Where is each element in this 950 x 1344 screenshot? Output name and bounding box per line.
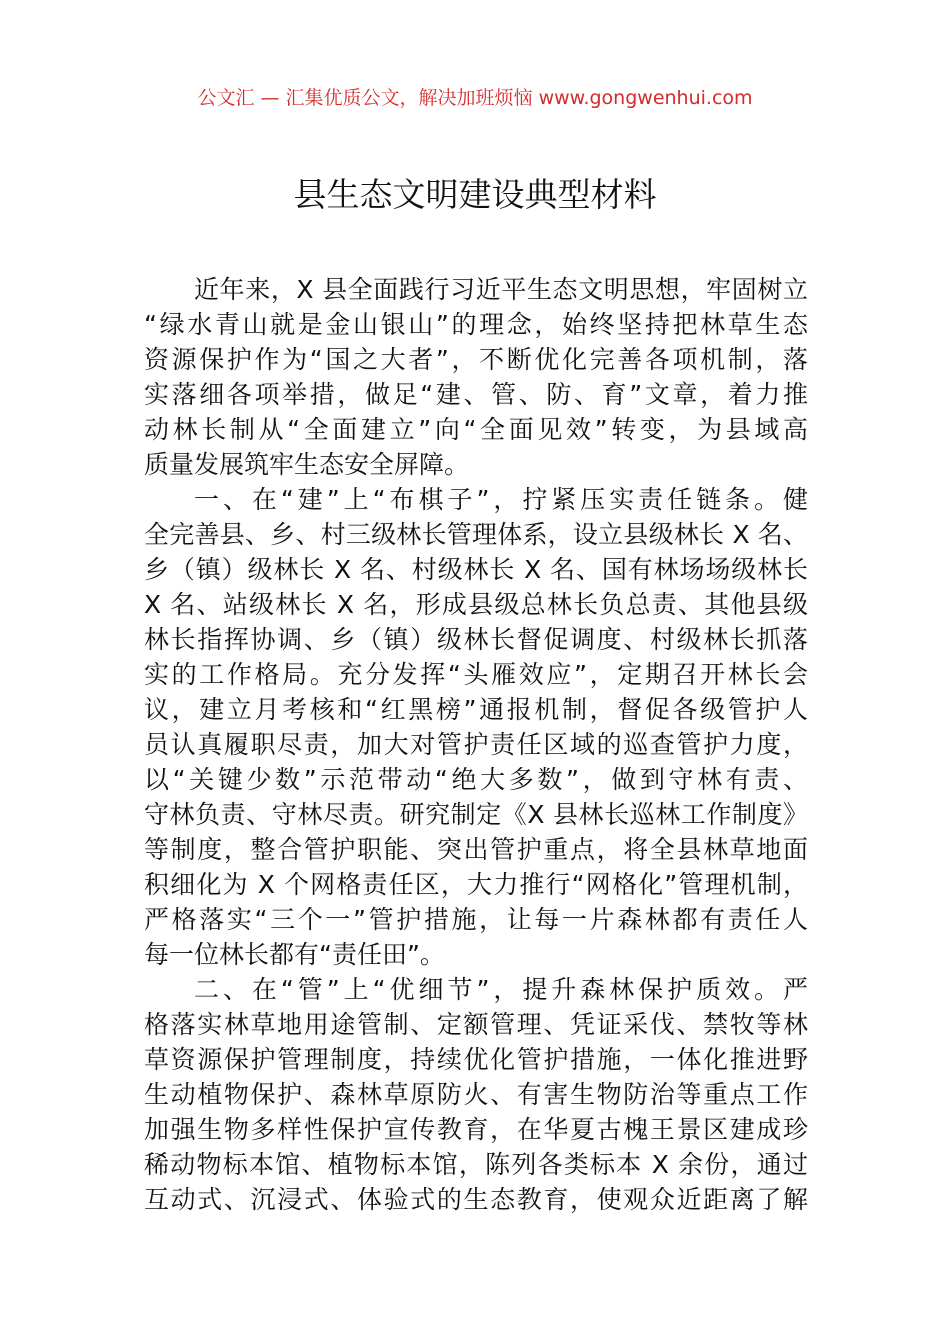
body-line: 等制度，整合管护职能、突出管护重点，将全县林草地面 (144, 835, 808, 864)
body-line: 以“关键少数”示范带动“绝大多数”，做到守林有责、 (144, 765, 808, 794)
body-line: 生动植物保护、森林草原防火、有害生物防治等重点工作 (144, 1080, 808, 1109)
body-line: 全完善县、乡、村三级林长管理体系，设立县级林长 X 名、 (144, 520, 808, 549)
body-line: 实的工作格局。充分发挥“头雁效应”，定期召开林长会 (144, 660, 808, 689)
header-watermark-text: 公文汇 — 汇集优质公文，解决加班烦恼 www.gongwenhui.com (197, 87, 753, 109)
body-line: X 名、站级林长 X 名，形成县级总林长负总责、其他县级 (144, 590, 808, 619)
body-line: 动林长制从“全面建立”向“全面见效”转变，为县域高 (144, 415, 808, 444)
body-line: 草资源保护管理制度，持续优化管护措施，一体化推进野 (144, 1045, 808, 1074)
document-title: 县生态文明建设典型材料 (293, 175, 657, 214)
body-line: 议，建立月考核和“红黑榜”通报机制，督促各级管护人 (144, 695, 808, 724)
body-line: 加强生物多样性保护宣传教育，在华夏古槐王景区建成珍 (144, 1115, 808, 1144)
body-line: 守林负责、守林尽责。研究制定《X 县林长巡林工作制度》 (144, 800, 808, 829)
body-line: “绿水青山就是金山银山”的理念，始终坚持把林草生态 (144, 310, 808, 339)
body-line: 积细化为 X 个网格责任区，大力推行“网格化”管理机制， (144, 870, 808, 899)
body-line: 严格落实“三个一”管护措施，让每一片森林都有责任人 (144, 905, 808, 934)
body-line: 二、在“管”上“优细节”，提升森林保护质效。严 (194, 975, 808, 1004)
body-line: 近年来，X 县全面践行习近平生态文明思想，牢固树立 (194, 275, 808, 304)
body-line: 乡（镇）级林长 X 名、村级林长 X 名、国有林场场级林长 (144, 555, 808, 584)
body-line: 林长指挥协调、乡（镇）级林长督促调度、村级林长抓落 (144, 625, 808, 654)
body-line: 互动式、沉浸式、体验式的生态教育，使观众近距离了解 (144, 1185, 808, 1214)
body-line: 一、在“建”上“布棋子”，拧紧压实责任链条。健 (194, 485, 808, 514)
body-line: 实落细各项举措，做足“建、管、防、育”文章，着力推 (144, 380, 808, 409)
body-line: 稀动物标本馆、植物标本馆，陈列各类标本 X 余份，通过 (144, 1150, 808, 1179)
body-line: 员认真履职尽责，加大对管护责任区域的巡查管护力度， (144, 730, 808, 759)
body-line: 格落实林草地用途管制、定额管理、凭证采伐、禁牧等林 (144, 1010, 808, 1039)
body-line: 质量发展筑牢生态安全屏障。 (144, 450, 470, 479)
body-line: 每一位林长都有“责任田”。 (144, 940, 445, 969)
body-line: 资源保护作为“国之大者”，不断优化完善各项机制，落 (144, 345, 808, 374)
